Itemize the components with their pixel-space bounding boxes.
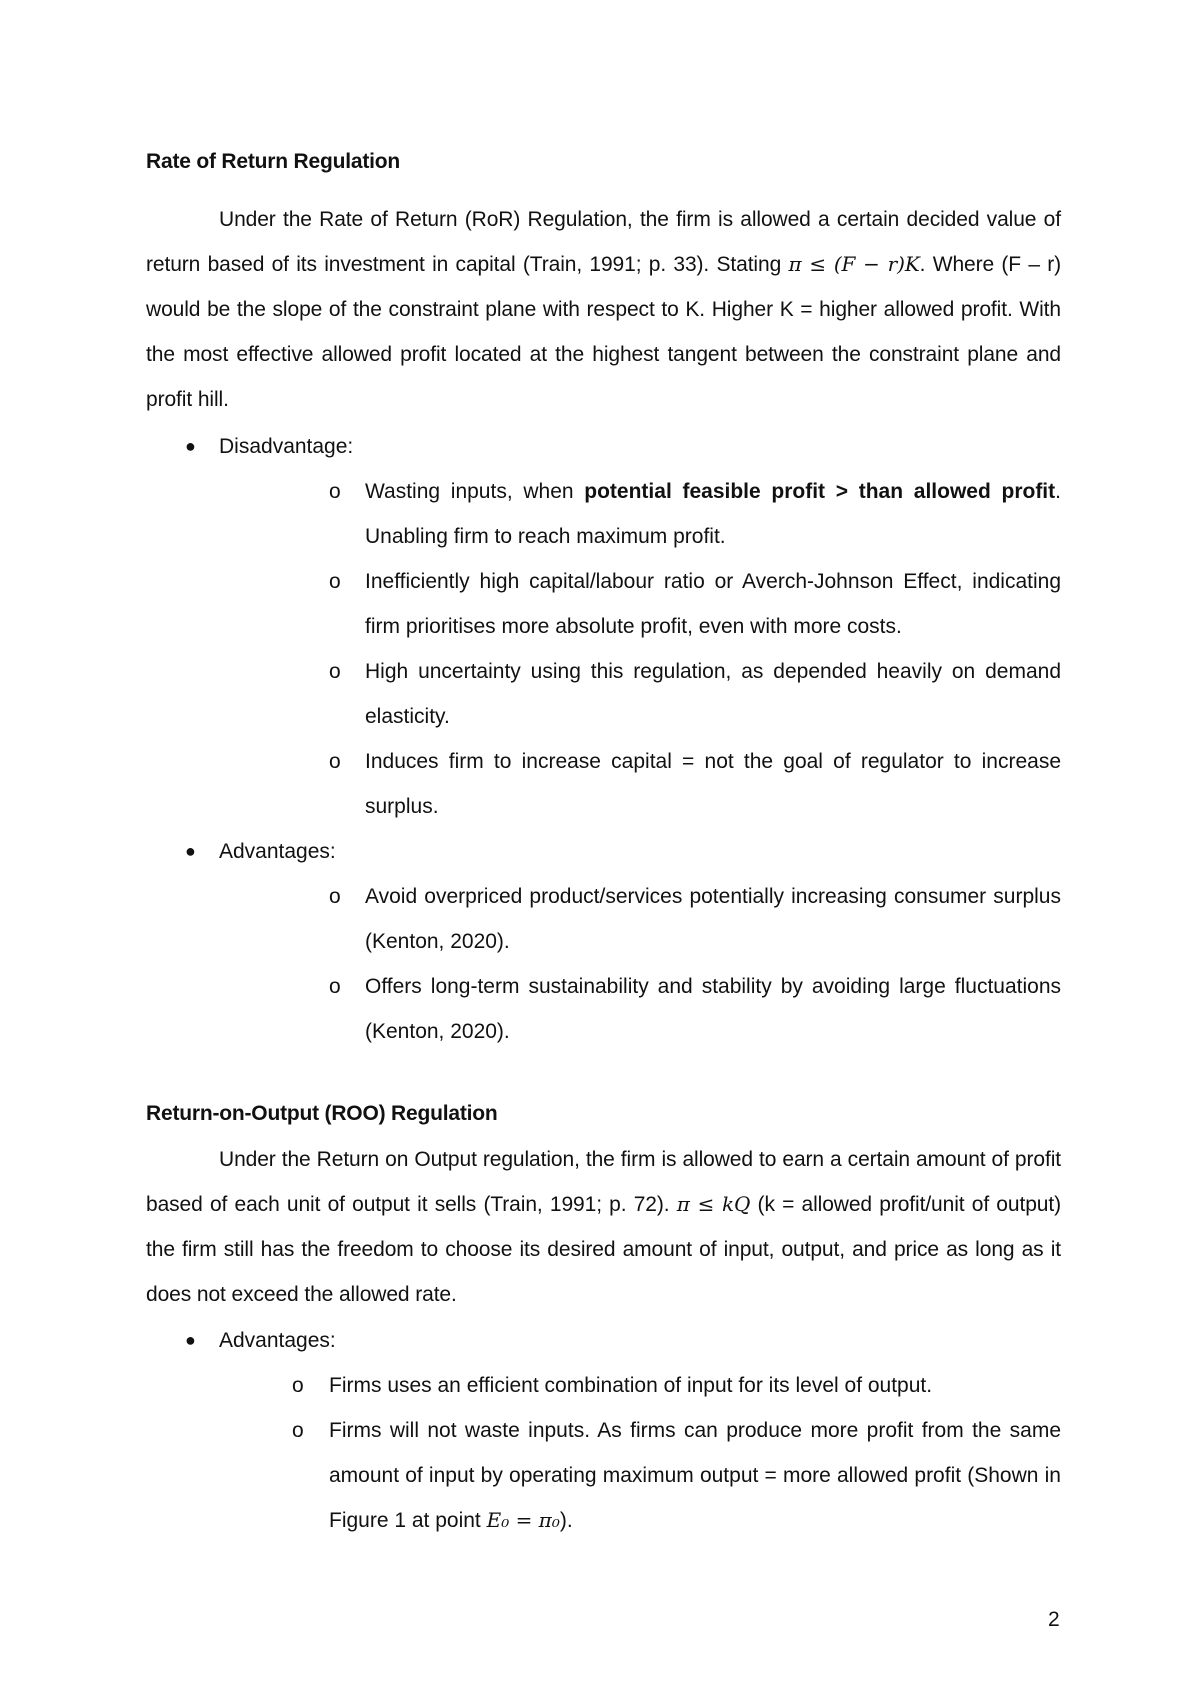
ror-paragraph: [146, 197, 1061, 422]
circle-bullet-icon: o: [329, 570, 341, 593]
circle-bullet-icon: o: [329, 750, 341, 773]
circle-bullet-icon: o: [329, 885, 341, 908]
disadvantage-sublist: [219, 469, 1061, 829]
sublist-item: [219, 964, 1061, 1054]
ror-paragraph-text-b: . Where (F – r) would be the slope of the constraint plane with respect to K. Higher K = higher allowed profit. With the most effective allowed profit located at the highest tangent between the constraint plane and profit hill.: [146, 253, 1061, 411]
list-item-advantages: [146, 1318, 1061, 1543]
sublist-item: [219, 739, 1061, 829]
ror-bullet-list: [146, 424, 1061, 1054]
circle-bullet-icon: o: [329, 660, 341, 683]
roo-paragraph: [146, 1137, 1061, 1317]
advantages-sublist: [219, 874, 1061, 1054]
roo-adv2-formula: E₀ = π₀: [486, 1508, 560, 1532]
roo-adv1-text: Firms uses an efficient combination of input for its level of output.: [329, 1374, 933, 1397]
roo-advantages-sublist: [219, 1363, 1061, 1543]
ror-paragraph-text-a: Under the Rate of Return (RoR) Regulation, the firm is allowed a certain decided value of return based of its investment in capital (Train, 1991; p. 33). Stating: [146, 208, 1061, 276]
bullet-icon: ●: [185, 841, 196, 861]
sublist-item: [219, 649, 1061, 739]
adv2-text: Offers long-term sustainability and stability by avoiding large fluctuations (Kenton, 2020).: [365, 975, 1061, 1043]
adv1-text: Avoid overpriced product/services potentially increasing consumer surplus (Kenton, 2020).: [365, 885, 1061, 953]
roo-formula: π ≤ kQ: [676, 1192, 751, 1216]
dis1-text-b: . Unabling firm to reach maximum profit.: [365, 480, 1061, 548]
list-item-advantages: [146, 829, 1061, 1054]
dis1-text-a: Wasting inputs, when: [365, 480, 585, 503]
roo-paragraph-text-a: Under the Return on Output regulation, the firm is allowed to earn a certain amount of profit based of each unit of output it sells (Train, 1991; p. 72).: [146, 1148, 1061, 1216]
dis3-text: High uncertainty using this regulation, as depended heavily on demand elasticity.: [365, 660, 1061, 728]
roo-adv2-text-a: Firms will not waste inputs. As firms can produce more profit from the same amount of input by operating maximum output = more allowed profit (Shown in Figure 1 at point: [329, 1419, 1061, 1532]
roo-paragraph-text-b: (k = allowed profit/unit of output) the firm still has the freedom to choose its desired amount of input, output, and price as long as it does not exceed the allowed rate.: [146, 1193, 1061, 1306]
advantages-label: Advantages:: [219, 1329, 336, 1352]
sublist-item: [219, 559, 1061, 649]
roo-bullet-list: [146, 1318, 1061, 1543]
sublist-item: [219, 1363, 1061, 1408]
dis1-bold-text: potential feasible profit > than allowed profit: [584, 480, 1056, 503]
bullet-icon: ●: [185, 436, 196, 456]
sublist-item: [219, 874, 1061, 964]
page-number: 2: [1048, 1608, 1060, 1631]
circle-bullet-icon: o: [292, 1374, 304, 1397]
circle-bullet-icon: o: [329, 480, 341, 503]
section-heading-roo: Return-on-Output (ROO) Regulation: [146, 1102, 498, 1125]
advantages-label: Advantages:: [219, 840, 336, 863]
roo-adv2-text-b: ).: [559, 1509, 573, 1532]
section-heading-ror: Rate of Return Regulation: [146, 150, 401, 173]
circle-bullet-icon: o: [329, 975, 341, 998]
sublist-item: [219, 1408, 1061, 1543]
list-item-disadvantage: [146, 424, 1061, 829]
dis4-text: Induces firm to increase capital = not the goal of regulator to increase surplus.: [365, 750, 1061, 818]
bullet-icon: ●: [185, 1330, 196, 1350]
ror-formula: π ≤ (F − r)K: [788, 252, 920, 276]
dis2-text: Inefficiently high capital/labour ratio or Averch-Johnson Effect, indicating firm prioritises more absolute profit, even with more costs.: [365, 570, 1061, 638]
disadvantage-label: Disadvantage:: [219, 435, 354, 458]
sublist-item: [219, 469, 1061, 559]
circle-bullet-icon: o: [292, 1419, 304, 1442]
